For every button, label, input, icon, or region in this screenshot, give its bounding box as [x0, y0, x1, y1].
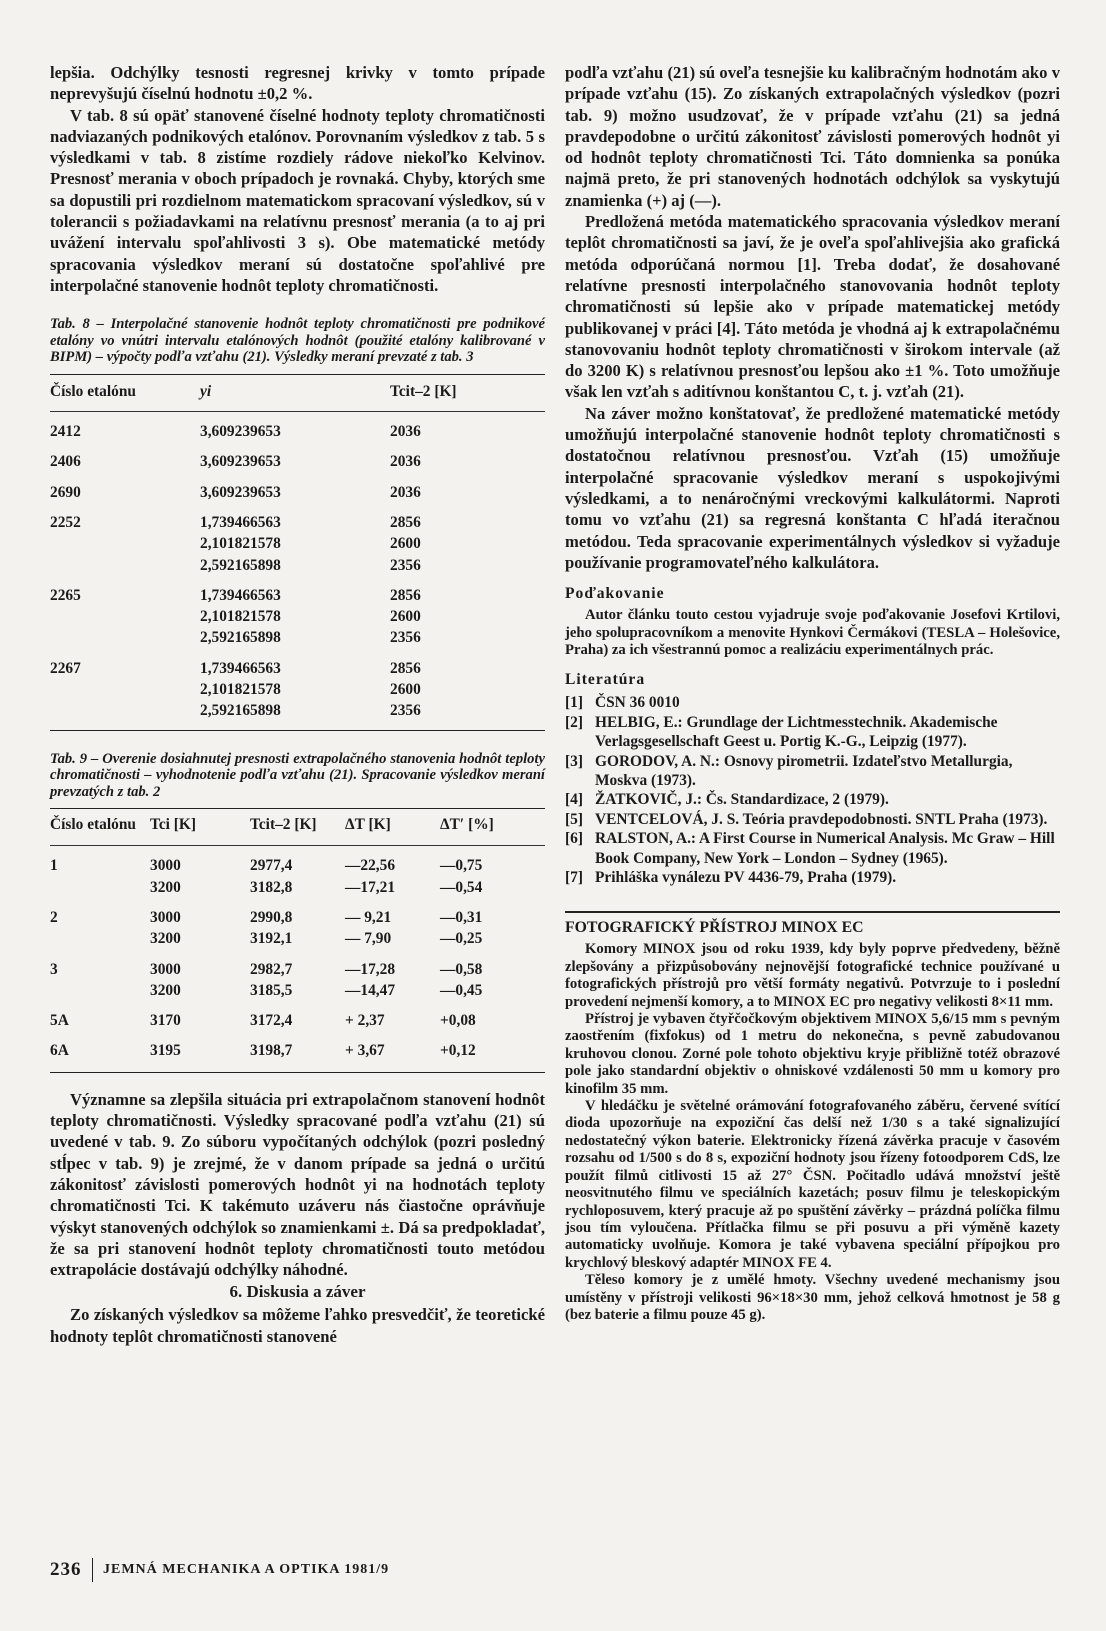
reference-item [565, 713, 1060, 752]
table-row [50, 412, 545, 443]
table-header: Tci [K] [150, 809, 250, 846]
table-cell: 2600 [390, 681, 421, 699]
divider [92, 1558, 94, 1582]
table-row [50, 1031, 545, 1072]
reference-number: [1] [565, 694, 583, 712]
table-header: Tcit–2 [K] [390, 375, 545, 412]
reference-number: [4] [565, 791, 583, 809]
table-cell [50, 627, 200, 648]
table-cell: 2600 [390, 608, 421, 626]
table-row [50, 503, 545, 533]
table-cell: 3200 [150, 981, 181, 999]
reference-number: [6] [565, 830, 583, 848]
table-cell: 2,592165898 [200, 702, 281, 720]
table-cell: 2036 [390, 423, 421, 441]
reference-number: [3] [565, 752, 583, 770]
table-cell: 1,739466563 [200, 659, 281, 677]
acknowledgment-heading: Poďakovanie [565, 585, 665, 603]
table-cell: 2267 [50, 659, 81, 677]
table-cell: 2,101821578 [200, 608, 281, 626]
reference-text: VENTCELOVÁ, J. S. Teória pravdepodobnosti. SNTL Praha (1973). [595, 810, 1048, 828]
article-title: FOTOGRAFICKÝ PŘÍSTROJ MINOX EC [565, 919, 864, 937]
paragraph: Predložená metóda matematického spracovania výsledkov meraní teplôt chromatičnosti sa javí, že je oveľa spoľahlivejšia ako grafická metóda odporúčaná normou [1]. Treba dodať, že dosahované relatívne presnosti interpolačného stanovovania hodnôt teploty chromatičnosti sú lepšie ako v prípade matematickej metódy publikovanej v práci [4]. Táto metóda je vhodná aj k extrapolačnému stanovovaniu hodnôt teploty chromatičnosti v širokom intervale (až do 3200 K) s relatívnou presnosťou lepšou ako ±1 %. Toto umožňuje však len vzťah s aditívnou konštantou C, t. j. vzťah (21). [565, 212, 1060, 402]
table-cell: 2356 [390, 629, 421, 647]
table-row [50, 649, 545, 679]
table-cell: 3170 [150, 1012, 181, 1030]
table-cell [50, 679, 200, 700]
table-cell: 2036 [390, 453, 421, 471]
table-cell: 2856 [390, 513, 421, 531]
table-cell: 2 [50, 908, 58, 926]
paragraph: Zo získaných výsledkov sa môžeme ľahko presvedčiť, že teoretické hodnoty teplôt chromatičnosti stanovené [50, 1305, 545, 1346]
table-cell: —0,54 [440, 878, 483, 896]
table-cell: 2982,7 [250, 960, 293, 978]
table-cell: +0,08 [440, 1012, 476, 1030]
table-row [50, 576, 545, 606]
table-cell: 3000 [150, 908, 181, 926]
table-8 [50, 374, 545, 731]
table-cell: 2356 [390, 556, 421, 574]
table-row [50, 555, 545, 576]
reference-number: [2] [565, 713, 583, 731]
reference-text: Prihláška vynálezu PV 4436-79, Praha (1979). [595, 869, 897, 886]
table-cell: 2036 [390, 483, 421, 501]
table-cell [50, 928, 150, 949]
table-cell: —0,31 [440, 908, 483, 926]
table-cell: 2,101821578 [200, 681, 281, 699]
table-row [50, 606, 545, 627]
reference-item [565, 693, 1060, 712]
table-cell: 2,592165898 [200, 556, 281, 574]
table-cell: —0,75 [440, 857, 483, 875]
paragraph: podľa vzťahu (21) sú oveľa tesnejšie ku kalibračným hodnotám ako v prípade vzťahu (15). Zo získaných extrapolačných výsledkov (pozri tab. 9) možno usudzovať, že v prípade vzťahu (21) sa jedná pravdepodobne o určitú zákonitosť závislosti pomerových hodnôt yi od hodnôt teploty chromatičnosti Tci. Táto domnienka sa ponúka najmä preto, že pri stanovených hodnotách odchýlok sa vyskytujú znamienka (+) aj (—). [565, 63, 1060, 210]
paragraph: Přístroj je vybaven čtyřčočkovým objektivem MINOX 5,6/15 mm s pevným zaostřením (fixfokus) od 1 metru do nekonečna, s pevně zabudovanou kruhovou clonou. Zorné pole tohoto objektivu kryje přibližně totéž obrazové pole jako standardní objektiv o ohniskové vzdálenosti 50 mm u komory pro kinofilm 35 mm. [565, 1011, 1060, 1097]
table-row [50, 898, 545, 928]
table-cell: 2412 [50, 423, 81, 441]
table-cell: 3198,7 [250, 1042, 293, 1060]
table-cell: 3,609239653 [200, 453, 281, 471]
table-cell: 5A [50, 1012, 69, 1030]
paragraph: V hledáčku je světelné orámování fotografovaného záběru, červené svítící dioda upozorňuje na expoziční čas delší než 1/30 s a také signalizující nedostatečný výkon baterie. Elektronicky řízená závěrka pracuje v časovém rozsahu od 1/500 s do 8 s, expoziční hodnoty jsou řízeny fotoodporem CdS, lze použít filmů citlivosti 15 až 27° ČSN. Počitadlo udává množství ještě neosvitnutého filmu ve speciálních kazetách; posuv filmu je teleskopickým rychloposuvem, který pracuje až po spuštění závěrky – prázdná políčka filmu jsou tím vyloučena. Přítlačka filmu se při posuvu a při výměně kazety automaticky uvolňuje. Komora je také vybavena speciální přípojkou pro krychlový bleskový adaptér MINOX FE 4. [565, 1098, 1060, 1271]
table-cell: — 9,21 [345, 908, 392, 926]
reference-list [565, 693, 1060, 887]
table-8-body [50, 412, 545, 731]
table-cell: 3 [50, 960, 58, 978]
paragraph: Komory MINOX jsou od roku 1939, kdy byly poprve předvedeny, běžně zlepšovány a přizpůsobovány nejnovější fotografické technice používané u fotografických přístrojů pro větší formáty negativů. Potvrzuje to i poslední provedení nejmenší komory, a to MINOX EC pro negativy velikosti 8×11 mm. [565, 941, 1060, 1010]
table-cell: 1,739466563 [200, 586, 281, 604]
table-cell: 1 [50, 857, 58, 875]
table-cell: + 3,67 [345, 1042, 385, 1060]
section-heading: 6. Diskusia a záver [229, 1282, 366, 1302]
table-cell [50, 606, 200, 627]
table-row [50, 928, 545, 949]
table-cell: + 2,37 [345, 1012, 385, 1030]
table-cell: 3195 [150, 1042, 181, 1060]
table-header: Tcit–2 [K] [250, 809, 345, 846]
table-row [50, 877, 545, 898]
table-cell: 2,592165898 [200, 629, 281, 647]
paragraph: V tab. 8 sú opäť stanovené číselné hodnoty teploty chromatičnosti nadviazaných podnikových etalónov. Porovnaním výsledkov z tab. 5 s výsledkami v tab. 8 zistíme rozdiely rádove niekoľko Kelvinov. Presnosť merania v oboch prípadoch je rovnaká. Chyby, ktorých sme sa dopustili pri rozdielnom matematickom spracovaní výsledkov, sú v tolerancii s požiadavkami na relatívnu presnosť merania (a to aj pri uvážení intervalu spoľahlivosti 3 s). Obe matematické metódy spracovania výsledkov meraní sú dostatočne spoľahlivé pre interpolačné stanovenie hodnôt teploty chromatičnosti. [50, 105, 545, 295]
reference-item [565, 868, 1060, 887]
table-cell: 2265 [50, 586, 81, 604]
table-row [50, 980, 545, 1001]
paragraph: Těleso komory je z umělé hmoty. Všechny uvedené mechanismy jsou umístěny v přístroji velikosti 96×18×30 mm, jehož celková hmotnost je 58 g (bez baterie a filmu pouze 45 g). [565, 1272, 1060, 1323]
table-cell [50, 980, 150, 1001]
table-cell: 1,739466563 [200, 513, 281, 531]
table-cell: — 7,90 [345, 930, 392, 948]
page-footer [50, 1558, 389, 1582]
reference-text: HELBIG, E.: Grundlage der Lichtmesstechnik. Akademische Verlagsgesellschaft Geest u. Portig K.-G., Leipzig (1977). [595, 713, 998, 751]
table-header: ΔT [K] [345, 809, 440, 846]
table-header: ΔT′ [%] [440, 809, 545, 846]
table-cell: 3200 [150, 878, 181, 896]
table-cell: 2856 [390, 659, 421, 677]
table-row [50, 473, 545, 503]
table-cell: 3185,5 [250, 981, 293, 999]
table-9-body [50, 846, 545, 1072]
table-cell: 2252 [50, 513, 81, 531]
reference-number: [7] [565, 869, 583, 886]
reference-number: [5] [565, 810, 583, 828]
table-cell: 3,609239653 [200, 483, 281, 501]
table-9-caption: Tab. 9 – Overenie dosiahnutej presnosti extrapolačného stanovenia hodnôt teploty chromatičnosti – vyhodnotenie podľa vzťahu (21). Spracovanie výsledkov meraní prevzatých z tab. 2 [50, 750, 545, 800]
left-column [50, 62, 545, 1347]
table-header: Číslo etalónu [50, 375, 200, 412]
table-header: Číslo etalónu [50, 809, 150, 846]
table-row [50, 442, 545, 472]
reference-item [565, 829, 1060, 868]
table-cell: 3000 [150, 857, 181, 875]
table-8-caption: Tab. 8 – Interpolačné stanovenie hodnôt teploty chromatičnosti pre podnikové etalóny vo vnútri intervalu etalónových hodnôt (použité etalóny kalibrované v BIPM) – výpočty podľa vzťahu (21). Výsledky meraní prevzaté z tab. 3 [50, 316, 545, 366]
reference-text: ČSN 36 0010 [595, 694, 680, 712]
reference-item [565, 810, 1060, 829]
paragraph: Na záver možno konštatovať, že predložené matematické metódy umožňujú interpolačné stanovenie hodnôt teploty chromatičnosti s dostatočnou relatívnou presnosťou. Vzťah (15) umožňuje interpolačné spracovanie výsledkov meraní s uspokojivými výsledkami, a to nenáročnými vreckovými kalkulátormi. Naproti tomu vo vzťahu (21) sa regresná konštanta C hľadá iteračnou metódou. Teda spracovanie experimentálnych výsledkov si vyžaduje používanie programovateľného kalkulátora. [565, 403, 1060, 572]
table-cell: 2990,8 [250, 908, 293, 926]
table-cell [50, 533, 200, 554]
table-cell: 2356 [390, 702, 421, 720]
table-cell: 3000 [150, 960, 181, 978]
table-row [50, 679, 545, 700]
table-cell: 3200 [150, 930, 181, 948]
table-cell: 6A [50, 1042, 69, 1060]
paragraph: lepšia. Odchýlky tesnosti regresnej krivky v tomto prípade neprevyšujú číselnú hodnotu ±0,2 %. [50, 63, 545, 104]
table-cell: 3192,1 [250, 930, 293, 948]
table-cell: +0,12 [440, 1042, 476, 1060]
table-row [50, 950, 545, 980]
reference-item [565, 752, 1060, 791]
page-number: 236 [50, 1559, 82, 1580]
table-cell: —22,56 [345, 857, 396, 875]
reference-text: GORODOV, A. N.: Osnovy pirometrii. Izdateľstvo Metallurgia, Moskva (1973). [595, 752, 1013, 789]
literature-heading: Literatúra [565, 671, 646, 689]
table-cell: 3172,4 [250, 1012, 293, 1030]
reference-text: ŽATKOVIČ, J.: Čs. Standardizace, 2 (1979). [595, 791, 889, 809]
reference-text: RALSTON, A.: A First Course in Numerical Analysis. Mc Graw – Hill Book Company, New York – London – Sydney (1965). [595, 830, 1055, 867]
table-row [50, 846, 545, 877]
table-row [50, 627, 545, 648]
table-cell: —0,58 [440, 960, 483, 978]
table-cell [50, 877, 150, 898]
table-row [50, 1001, 545, 1031]
table-cell: —0,25 [440, 930, 483, 948]
table-cell: —17,28 [345, 960, 396, 978]
acknowledgment-text: Autor článku touto cestou vyjadruje svoje poďakovanie Josefovi Krtilovi, jeho spolupracovníkom a menovite Hynkovi Čermákovi (TESLA – Holešovice, Praha) za ich všestrannú pomoc a realizáciu experimentálnych prác. [565, 607, 1060, 658]
paragraph: Významne sa zlepšila situácia pri extrapolačnom stanovení hodnôt teploty chromatičnosti. Výsledky spracované podľa vzťahu (21) sú uvedené v tab. 9. Zo súboru vypočítaných odchýlok (pozri posledný stĺpec v tab. 9) je zrejmé, že v danom prípade sa jedná o určitú zákonitosť závislosti pomerových hodnôt yi na hodnotách teploty chromatičnosti Tci. K takémuto uzáveru nás čiastočne oprávňuje výskyt stanovených odchýlok so znamienkami ±. Dá sa predpokladať, že sa pri stanovení hodnôt teploty chromatičnosti touto metódou extrapolácie dostávajú odchýlky náhodné. [50, 1089, 545, 1280]
table-row [50, 700, 545, 730]
table-cell: 2856 [390, 586, 421, 604]
table-cell: 2,101821578 [200, 535, 281, 553]
table-header: yi [200, 375, 390, 412]
table-cell: 2977,4 [250, 857, 293, 875]
right-column [565, 62, 1060, 1324]
table-cell: —17,21 [345, 878, 396, 896]
table-cell: 2690 [50, 483, 81, 501]
table-cell: 3182,8 [250, 878, 293, 896]
divider [565, 911, 1060, 913]
table-row [50, 533, 545, 554]
table-cell: 3,609239653 [200, 423, 281, 441]
table-cell [50, 555, 200, 576]
table-cell: 2600 [390, 535, 421, 553]
table-cell: —14,47 [345, 981, 396, 999]
journal-name: JEMNÁ MECHANIKA A OPTIKA 1981/9 [103, 1562, 390, 1577]
table-cell: —0,45 [440, 981, 483, 999]
table-9 [50, 808, 545, 1072]
table-cell: 2406 [50, 453, 81, 471]
reference-item [565, 790, 1060, 809]
table-cell [50, 700, 200, 730]
